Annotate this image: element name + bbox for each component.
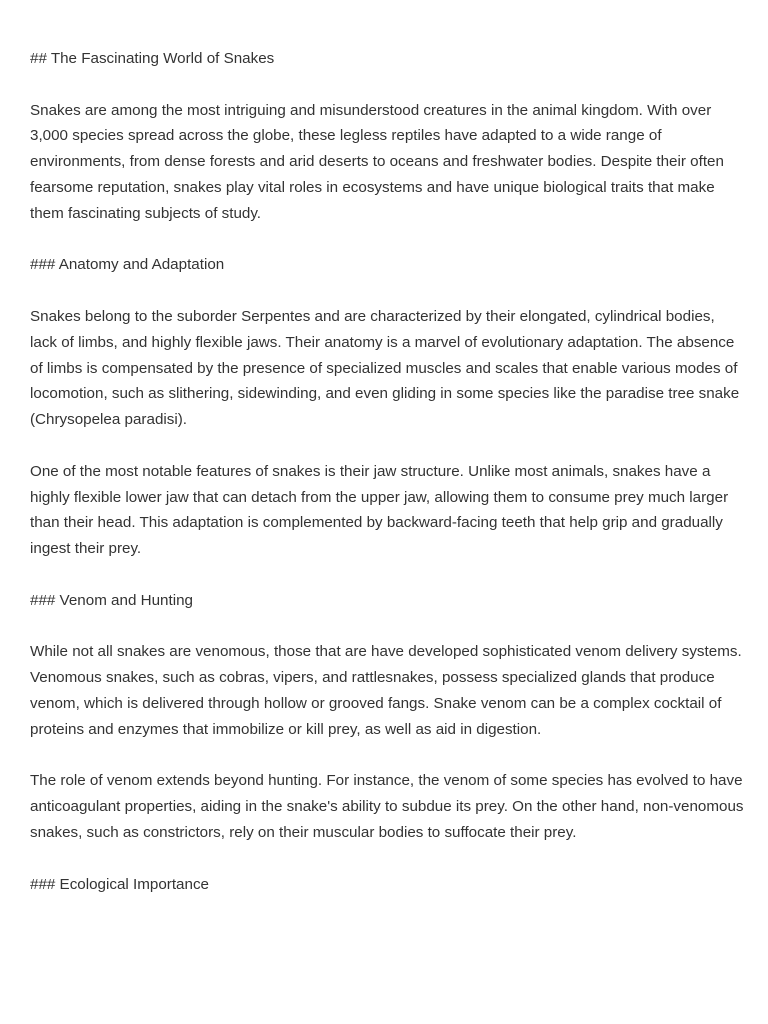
venom-paragraph-2: The role of venom extends beyond hunting. For instance, the venom of some species has evolved to have anticoagulant properties, aiding in the snake's ability to subdue its prey. On the other hand, non-venomous snakes, such as constrictors, rely on their muscular bodies to suffocate their prey. [30,772,744,841]
anatomy-paragraph-2: One of the most notable features of snakes is their jaw structure. Unlike most animals, snakes have a highly flexible lower jaw that can detach from the upper jaw, allowing them to consume prey much larger than their head. This adaptation is complemented by backward-facing teeth that help grip and gradually ingest their prey. [30,462,729,558]
intro-paragraph: Snakes are among the most intriguing and misunderstood creatures in the animal kingdom. With over 3,000 species spread across the globe, these legless reptiles have adapted to a wide range of environments, from dense forests and arid deserts to oceans and freshwater bodies. Despite their often fearsome reputation, snakes play vital roles in ecosystems and have unique biological traits that make them fascinating subjects of study. [30,101,724,222]
section-heading-venom: ### Venom and Hunting [30,591,193,609]
anatomy-paragraph-1: Snakes belong to the suborder Serpentes and are characterized by their elongated, cylindrical bodies, lack of limbs, and highly flexible jaws. Their anatomy is a marvel of evolutionary adaptation. The absence of limbs is compensated by the presence of specialized muscles and scales that enable various modes of locomotion, such as slithering, sidewinding, and even gliding in some species like the paradise tree snake (Chrysopelea paradisi). [30,307,740,429]
document-title: ## The Fascinating World of Snakes [30,50,275,67]
venom-paragraph-1: While not all snakes are venomous, those that are have developed sophisticated venom delivery systems. Venomous snakes, such as cobras, vipers, and rattlesnakes, possess specialized glands that produce venom, which is delivered through hollow or grooved fangs. Snake venom can be a complex cocktail of proteins and enzymes that immobilize or kill prey, as well as aid in digestion. [30,643,742,738]
section-heading-anatomy: ### Anatomy and Adaptation [30,256,225,274]
section-heading-ecology: ### Ecological Importance [30,875,209,893]
